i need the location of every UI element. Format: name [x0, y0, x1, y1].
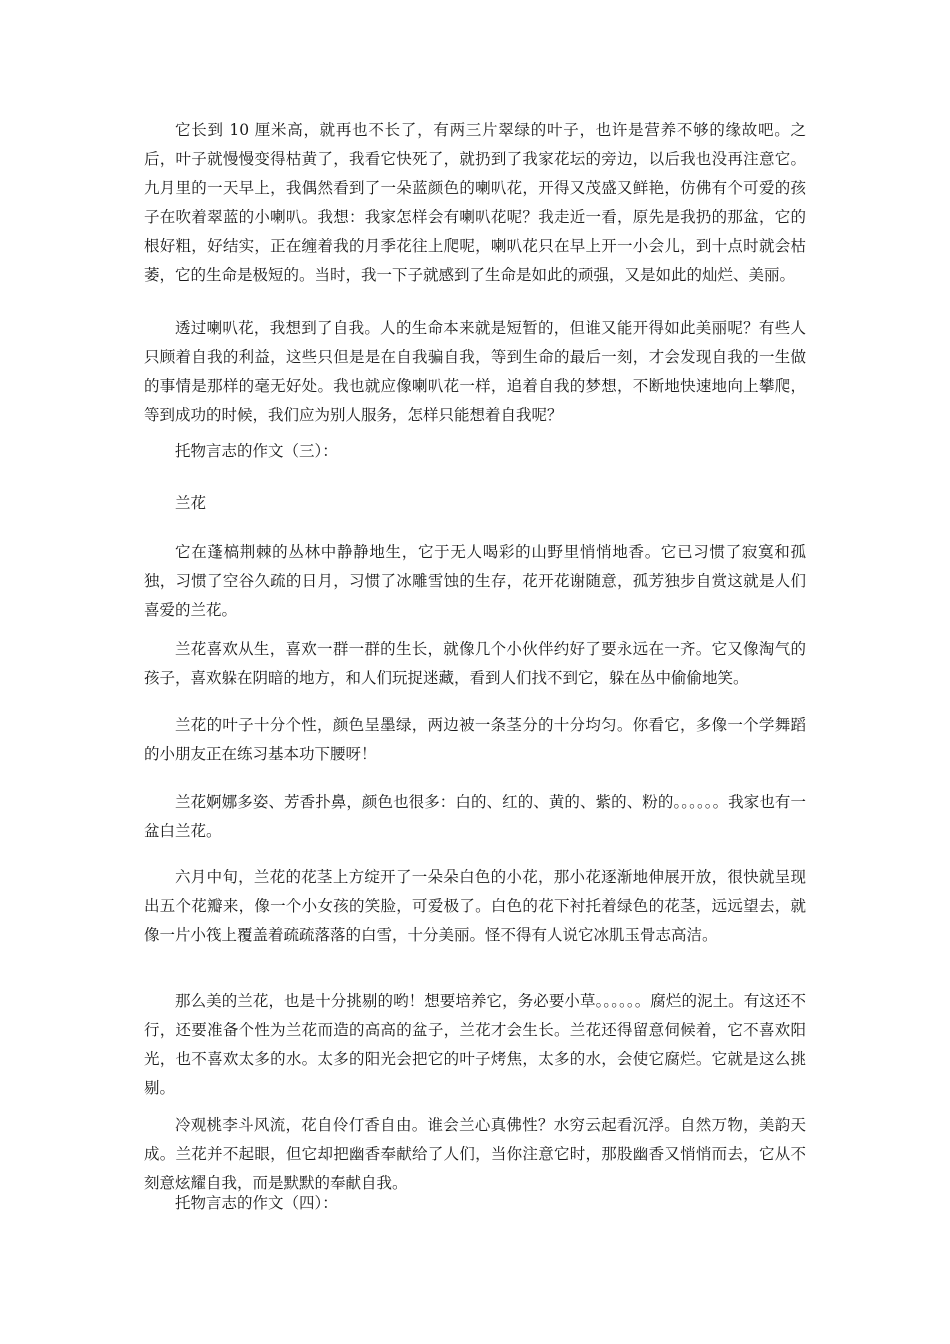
paragraph-orchid-clusters: 兰花喜欢从生，喜欢一群一群的生长，就像几个小伙伴约好了要永远在一齐。它又像淘气的孩子，喜欢躲在阴暗的地方，和人们玩捉迷藏，看到人们找不到它，躲在丛中偷偷地笑。 [144, 640, 806, 687]
paragraph-orchid-colors: 兰花婀娜多姿、芳香扑鼻，颜色也很多：白的、红的、黄的、紫的、粉的。。。。。。我家也有一盆白兰花。 [144, 793, 806, 840]
paragraph-orchid-care: 那么美的兰花，也是十分挑剔的哟！想要培养它，务必要小草。。。。。。腐烂的泥土。有这还不行，还要准备个性为兰花而造的高高的盆子，兰花才会生长。兰花还得留意伺候着，它不喜欢阳光，也不喜欢太多的水。太多的阳光会把它的叶子烤焦，太多的水，会使它腐烂。它就是这么挑剔。 [144, 992, 806, 1097]
essay-title-orchid: 兰花 [175, 494, 207, 512]
paragraph-orchid-conclusion: 冷观桃李斗风流，花自伶仃香自由。谁会兰心真佛性？水穷云起看沉浮。自然万物，美韵天成。兰花并不起眼，但它却把幽香奉献给了人们，当你注意它时，那股幽香又悄悄而去，它从不刻意炫耀自我，而是默默的奉献自我。 [144, 1116, 806, 1192]
paragraph-morning-glory-growth: 它长到 10 厘米高，就再也不长了，有两三片翠绿的叶子，也许是营养不够的缘故吧。之后，叶子就慢慢变得枯黄了，我看它快死了，就扔到了我家花坛的旁边，以后我也没再注意它。九月里的一天早上，我偶然看到了一朵蓝颜色的喇叭花，开得又茂盛又鲜艳，仿佛有个可爱的孩子在吹着翠蓝的小喇叭。我想：我家怎样会有喇叭花呢？我走近一看，原先是我扔的那盆，它的根好粗，好结实，正在缠着我的月季花往上爬呢，喇叭花只在早上开一小会儿，到十点时就会枯萎，它的生命是极短的。当时，我一下子就感到了生命是如此的顽强，又是如此的灿烂、美丽。 [144, 121, 806, 284]
paragraph-orchid-blooming: 六月中旬，兰花的花茎上方绽开了一朵朵白色的小花，那小花逐渐地伸展开放，很快就呈现出五个花瓣来，像一个小女孩的笑脸，可爱极了。白色的花下衬托着绿色的花茎，远远望去，就像一片小筏上覆盖着疏疏落落的白雪，十分美丽。怪不得有人说它冰肌玉骨志高洁。 [144, 868, 806, 944]
paragraph-orchid-leaves: 兰花的叶子十分个性，颜色呈墨绿，两边被一条茎分的十分均匀。你看它，多像一个学舞蹈的小朋友正在练习基本功下腰呀！ [144, 716, 806, 763]
section-heading-essay-four: 托物言志的作文（四）： [175, 1194, 338, 1212]
paragraph-morning-glory-reflection: 透过喇叭花，我想到了自我。人的生命本来就是短暂的，但谁又能开得如此美丽呢？有些人只顾着自我的利益，这些只但是是在自我骗自我，等到生命的最后一刻，才会发现自我的一生做的事情是那样的毫无好处。我也就应像喇叭花一样，追着自我的梦想，不断地快速地向上攀爬，等到成功的时候，我们应为别人服务，怎样只能想着自我呢？ [144, 319, 806, 424]
paragraph-orchid-intro: 它在蓬槁荆棘的丛林中静静地生，它于无人喝彩的山野里悄悄地香。它已习惯了寂寞和孤独，习惯了空谷久疏的日月，习惯了冰雕雪蚀的生存，花开花谢随意，孤芳独步自赏这就是人们喜爱的兰花。 [144, 543, 806, 619]
section-heading-essay-three: 托物言志的作文（三）： [175, 442, 338, 460]
